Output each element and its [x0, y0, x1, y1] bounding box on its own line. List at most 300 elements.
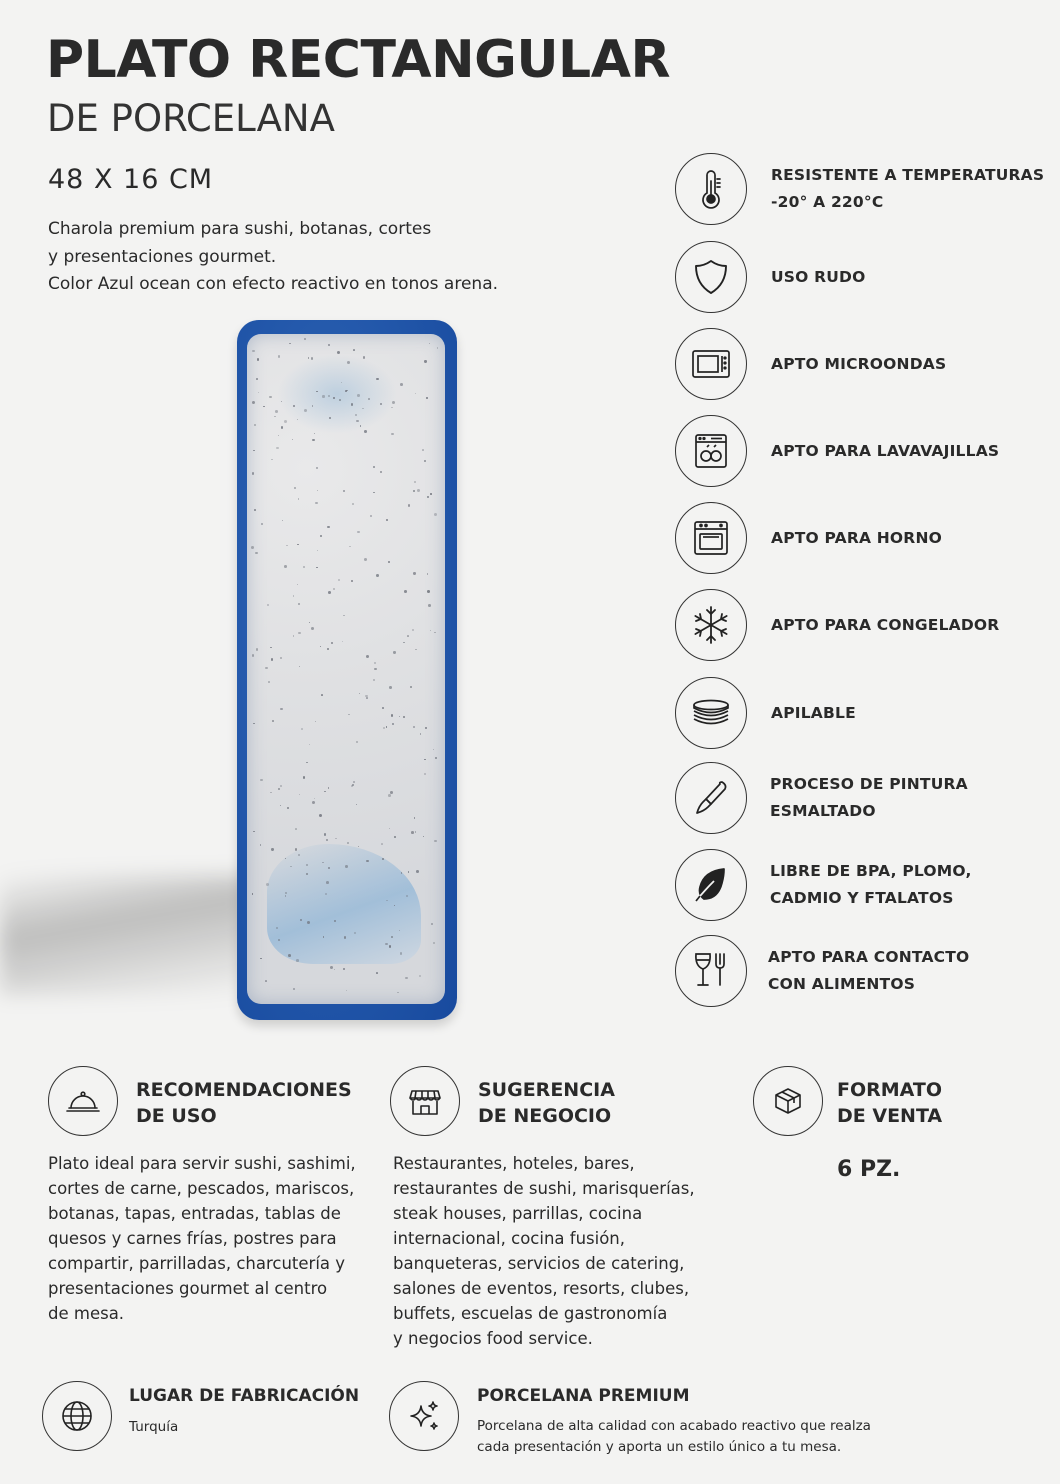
description-line: y presentaciones gourmet.: [48, 246, 277, 267]
feature-label-line: RESISTENTE A TEMPERATURAS: [771, 166, 1045, 184]
glaze-speck: [434, 840, 437, 843]
glaze-speck: [356, 741, 357, 742]
glaze-speck: [265, 980, 267, 982]
glaze-speck: [306, 762, 307, 763]
glaze-speck: [270, 647, 272, 649]
section-title-line: DE NEGOCIO: [478, 1105, 612, 1127]
body-line: Porcelana de alta calidad con acabado reactivo que realza: [477, 1418, 871, 1434]
glaze-speck: [334, 969, 335, 970]
glaze-speck: [290, 866, 291, 867]
glaze-speck: [322, 395, 324, 397]
glaze-speck: [252, 893, 253, 894]
glaze-speck: [324, 791, 325, 792]
glaze-speck: [352, 784, 353, 785]
glaze-speck: [301, 728, 303, 730]
premium-title: PORCELANA PREMIUM: [477, 1386, 690, 1406]
glaze-speck: [299, 794, 300, 795]
brush-icon: [675, 762, 747, 834]
oven-icon: [675, 502, 747, 574]
glaze-speck: [434, 632, 435, 633]
glaze-speck: [427, 590, 430, 593]
glaze-speck: [403, 716, 405, 718]
section-title-line: RECOMENDACIONES: [136, 1079, 352, 1101]
glaze-speck: [297, 544, 299, 546]
feature-label-line: CON ALIMENTOS: [768, 975, 916, 993]
product-description: [48, 216, 528, 299]
glaze-speck: [356, 804, 357, 805]
glaze-speck: [254, 424, 256, 426]
dishwasher-icon: [675, 415, 747, 487]
glaze-speck: [300, 919, 302, 921]
description-line: Charola premium para sushi, botanas, cortes: [48, 219, 432, 239]
glaze-speck: [271, 459, 272, 460]
glaze-speck: [271, 658, 274, 661]
feature-label-line: ESMALTADO: [770, 802, 876, 820]
glaze-speck: [320, 646, 321, 647]
glaze-speck: [381, 843, 383, 845]
glaze-speck: [380, 471, 383, 474]
glaze-speck: [347, 842, 349, 844]
glaze-speck: [374, 668, 377, 671]
glaze-speck: [297, 419, 298, 420]
glaze-speck: [317, 550, 319, 552]
description-line: Color Azul ocean con efecto reactivo en tonos arena.: [48, 274, 499, 294]
glaze-speck: [298, 603, 300, 605]
glaze-speck: [385, 943, 387, 945]
glaze-speck: [281, 401, 282, 402]
glaze-speck: [342, 641, 343, 642]
glaze-speck: [349, 546, 350, 547]
body-line: buffets, escuelas de gastronomía: [393, 1304, 668, 1323]
snowflake-icon: [675, 589, 747, 661]
glaze-speck: [286, 545, 287, 546]
feature-label: [768, 944, 969, 998]
formato-title: [837, 1077, 942, 1129]
glaze-speck: [411, 831, 414, 834]
glaze-speck: [386, 900, 387, 901]
feature-label: [770, 771, 968, 825]
glaze-speck: [274, 416, 276, 418]
glaze-speck: [403, 642, 405, 644]
glaze-speck: [309, 744, 310, 745]
glaze-speck: [260, 958, 261, 959]
glaze-speck: [257, 358, 260, 361]
body-line: salones de eventos, resorts, clubes,: [393, 1279, 690, 1298]
glaze-speck: [382, 858, 384, 860]
glaze-speck: [386, 519, 388, 521]
recomendaciones-title: [136, 1077, 352, 1129]
glaze-speck: [269, 396, 271, 398]
glass-fork-icon: [675, 935, 747, 1007]
body-line: de mesa.: [48, 1304, 125, 1323]
glaze-speck: [298, 854, 300, 856]
product-size: 48 X 16 CM: [48, 164, 214, 195]
glaze-speck: [386, 726, 387, 727]
glaze-speck: [408, 504, 410, 506]
thermometer-icon: [675, 153, 747, 225]
body-line: presentaciones gourmet al centro: [48, 1279, 328, 1298]
feature-label-line: APTO PARA LAVAVAJILLAS: [771, 441, 1000, 460]
glaze-speck: [339, 399, 341, 401]
glaze-speck: [370, 515, 372, 517]
glaze-speck: [282, 520, 283, 521]
feature-label: [771, 351, 946, 378]
feature-label-line: APTO PARA CONTACTO: [768, 948, 970, 966]
plate-surface: [247, 334, 445, 1004]
glaze-speck: [389, 828, 390, 829]
glaze-speck: [420, 733, 422, 735]
glaze-speck: [328, 787, 329, 788]
glaze-speck: [321, 694, 323, 696]
glaze-speck: [252, 401, 255, 404]
plate-image: [237, 320, 457, 1020]
glaze-speck: [345, 865, 348, 868]
body-line: banqueteras, servicios de catering,: [393, 1254, 685, 1273]
glaze-speck: [343, 615, 344, 616]
glaze-speck: [312, 439, 314, 441]
plate-glaze-swirl: [267, 844, 421, 964]
glaze-speck: [298, 498, 300, 500]
glaze-speck: [374, 662, 376, 664]
glaze-speck: [413, 572, 415, 574]
glaze-speck: [429, 343, 431, 345]
product-subtitle: DE PORCELANA: [47, 97, 335, 140]
glaze-speck: [366, 697, 368, 699]
glaze-speck: [256, 648, 259, 651]
glaze-speck: [294, 487, 296, 489]
glaze-speck: [352, 503, 354, 505]
feature-label: [771, 612, 999, 639]
glaze-speck: [427, 496, 428, 497]
glaze-speck: [265, 667, 267, 669]
glaze-speck: [328, 344, 330, 346]
glaze-speck: [351, 580, 353, 582]
glaze-speck: [416, 870, 419, 873]
glaze-speck: [327, 526, 329, 528]
glaze-speck: [424, 759, 426, 761]
glaze-speck: [425, 727, 426, 728]
glaze-speck: [426, 397, 428, 399]
glaze-speck: [364, 430, 367, 433]
glaze-speck: [343, 490, 345, 492]
shield-icon: [675, 241, 747, 313]
glaze-speck: [296, 959, 299, 962]
glaze-speck: [376, 378, 378, 380]
feature-label-line: APTO MICROONDAS: [771, 354, 947, 373]
glaze-speck: [288, 954, 291, 957]
glaze-speck: [376, 972, 378, 974]
feature-label-line: APTO PARA CONGELADOR: [771, 615, 1000, 634]
glaze-speck: [328, 591, 331, 594]
glaze-speck: [353, 349, 355, 351]
glaze-speck: [337, 351, 340, 354]
feature-label: [770, 858, 972, 912]
glaze-speck: [289, 343, 291, 345]
feature-label: [771, 438, 999, 465]
fabricacion-body: Turquía: [129, 1419, 179, 1435]
glaze-speck: [393, 651, 395, 653]
glaze-speck: [284, 420, 287, 423]
glaze-speck: [376, 574, 379, 577]
glaze-speck: [397, 992, 398, 993]
glaze-speck: [399, 716, 400, 717]
glaze-speck: [278, 788, 280, 790]
glaze-speck: [314, 798, 315, 799]
glaze-speck: [281, 426, 283, 428]
body-line: quesos y carnes frías, postres para: [48, 1229, 337, 1248]
glaze-speck: [344, 936, 346, 938]
body-line: cortes de carne, pescados, mariscos,: [48, 1179, 355, 1198]
feature-label: [771, 264, 866, 291]
glaze-speck: [413, 490, 415, 492]
glaze-speck: [312, 801, 315, 804]
glaze-speck: [424, 360, 426, 362]
formato-value: 6 PZ.: [837, 1157, 901, 1182]
glaze-speck: [435, 757, 437, 759]
glaze-speck: [405, 977, 407, 979]
glaze-speck: [308, 357, 309, 358]
glaze-speck: [422, 449, 424, 451]
sparkle-icon: [389, 1381, 459, 1451]
glaze-speck: [270, 792, 272, 794]
glaze-speck: [256, 378, 258, 380]
glaze-speck: [254, 509, 256, 511]
glaze-speck: [311, 357, 313, 359]
glaze-speck: [260, 779, 263, 782]
body-line: cada presentación y aporta un estilo único a tu mesa.: [477, 1439, 842, 1455]
glaze-speck: [315, 502, 318, 505]
glaze-speck: [351, 403, 353, 405]
stacked-plates-icon: [675, 677, 747, 749]
glaze-speck: [267, 604, 269, 606]
glaze-speck: [353, 781, 355, 783]
glaze-speck: [382, 707, 384, 709]
glaze-speck: [272, 720, 274, 722]
storefront-icon: [390, 1066, 460, 1136]
glaze-speck: [408, 871, 409, 872]
feature-label-line: LIBRE DE BPA, PLOMO,: [770, 862, 972, 880]
glaze-speck: [410, 686, 411, 687]
glaze-speck: [297, 584, 298, 585]
glaze-speck: [434, 513, 437, 516]
glaze-speck: [368, 398, 370, 400]
glaze-speck: [430, 630, 432, 632]
feature-label: [771, 700, 856, 727]
glaze-speck: [306, 873, 308, 875]
glaze-speck: [255, 552, 257, 554]
glaze-speck: [407, 635, 409, 637]
glaze-speck: [362, 408, 363, 409]
glaze-speck: [253, 450, 255, 452]
feature-label: [771, 162, 1044, 216]
microwave-icon: [675, 328, 747, 400]
glaze-speck: [309, 622, 310, 623]
glaze-speck: [275, 410, 278, 413]
glaze-speck: [392, 401, 395, 404]
glaze-speck: [347, 361, 350, 364]
glaze-speck: [412, 629, 414, 631]
premium-body: [477, 1416, 871, 1458]
glaze-speck: [326, 839, 328, 841]
glaze-speck: [315, 721, 316, 722]
glaze-speck: [394, 836, 395, 837]
glaze-speck: [293, 405, 295, 407]
glaze-speck: [319, 814, 322, 817]
glaze-speck: [293, 988, 295, 990]
glaze-speck: [357, 394, 360, 397]
glaze-speck: [328, 867, 330, 869]
glaze-speck: [271, 848, 273, 850]
glaze-speck: [258, 392, 259, 393]
body-line: steak houses, parrillas, cocina: [393, 1204, 643, 1223]
negocio-body: [393, 1151, 695, 1351]
glaze-speck: [391, 714, 394, 717]
glaze-speck: [357, 531, 360, 534]
feature-label-line: PROCESO DE PINTURA: [770, 775, 968, 793]
leaf-icon: [675, 849, 747, 921]
glaze-speck: [338, 579, 341, 582]
section-title-line: FORMATO: [837, 1079, 943, 1101]
body-line: compartir, parrilladas, charcutería y: [48, 1254, 346, 1273]
glaze-speck: [383, 727, 385, 729]
feature-label-line: USO RUDO: [771, 267, 866, 286]
glaze-speck: [427, 573, 428, 574]
glaze-speck: [430, 493, 431, 494]
recomendaciones-body: [48, 1151, 356, 1326]
glaze-speck: [316, 567, 317, 568]
glaze-speck: [285, 895, 287, 897]
glaze-speck: [280, 657, 282, 659]
body-line: restaurantes de sushi, marisquerías,: [393, 1179, 695, 1198]
glaze-speck: [284, 565, 287, 568]
glaze-speck: [320, 535, 322, 537]
glaze-speck: [260, 844, 262, 846]
glaze-speck: [359, 693, 360, 694]
glaze-speck: [253, 831, 254, 832]
glaze-speck: [415, 393, 416, 394]
glaze-speck: [404, 590, 407, 593]
glaze-speck: [346, 990, 347, 991]
glaze-speck: [317, 490, 318, 491]
glaze-speck: [392, 723, 394, 725]
glaze-speck: [400, 383, 403, 386]
glaze-speck: [373, 466, 375, 468]
glaze-speck: [343, 968, 345, 970]
glaze-speck: [388, 794, 391, 797]
section-title-line: DE USO: [136, 1105, 217, 1127]
glaze-speck: [417, 489, 420, 492]
body-line: Plato ideal para servir sushi, sashimi,: [48, 1154, 356, 1173]
glaze-speck: [428, 604, 431, 607]
glaze-speck: [415, 649, 416, 650]
section-title-line: DE VENTA: [837, 1105, 943, 1127]
glaze-speck: [316, 391, 318, 393]
glaze-speck: [389, 686, 392, 689]
glaze-speck: [280, 708, 282, 710]
glaze-speck: [364, 558, 367, 561]
glaze-speck: [268, 681, 270, 683]
feature-label-line: CADMIO Y FTALATOS: [770, 889, 954, 907]
plate-glaze-swirl: [277, 354, 397, 434]
glaze-speck: [311, 627, 314, 630]
glaze-speck: [278, 355, 280, 357]
glaze-speck: [316, 467, 317, 468]
negocio-title: [478, 1077, 615, 1129]
glaze-speck: [278, 435, 279, 436]
glaze-speck: [388, 561, 390, 563]
glaze-speck: [252, 350, 254, 352]
glaze-speck: [354, 932, 356, 934]
glaze-speck: [414, 481, 416, 483]
glaze-speck: [304, 338, 306, 340]
feature-label-line: APILABLE: [771, 703, 856, 722]
glaze-speck: [406, 895, 408, 897]
body-line: y negocios food service.: [393, 1329, 593, 1348]
glaze-speck: [423, 836, 425, 838]
glaze-speck: [373, 492, 374, 493]
cloche-icon: [48, 1066, 118, 1136]
glaze-speck: [314, 433, 315, 434]
glaze-speck: [356, 420, 358, 422]
glaze-speck: [276, 447, 279, 450]
glaze-speck: [293, 595, 295, 597]
glaze-speck: [295, 828, 297, 830]
glaze-speck: [366, 655, 369, 658]
body-line: Restaurantes, hoteles, bares,: [393, 1154, 635, 1173]
glaze-speck: [292, 439, 293, 440]
glaze-speck: [280, 785, 282, 787]
glaze-speck: [335, 838, 336, 839]
feature-label-line: APTO PARA HORNO: [771, 528, 942, 547]
glaze-speck: [263, 406, 265, 408]
glaze-speck: [303, 776, 306, 779]
glaze-speck: [437, 347, 439, 349]
body-line: botanas, tapas, entradas, tablas de: [48, 1204, 341, 1223]
glaze-speck: [252, 472, 254, 474]
glaze-speck: [424, 460, 426, 462]
product-title: PLATO RECTANGULAR: [46, 30, 670, 90]
glaze-speck: [327, 648, 329, 650]
globe-icon: [42, 1381, 112, 1451]
section-title-line: SUGERENCIA: [478, 1079, 615, 1101]
glaze-speck: [330, 966, 333, 969]
glaze-speck: [399, 930, 400, 931]
glaze-speck: [331, 642, 333, 644]
glaze-speck: [299, 666, 300, 667]
glaze-speck: [253, 723, 255, 725]
glaze-speck: [252, 654, 254, 656]
fabricacion-title: LUGAR DE FABRICACIÓN: [129, 1386, 360, 1406]
glaze-speck: [251, 546, 254, 549]
glaze-speck: [391, 433, 394, 436]
feature-label-line: -20° A 220°C: [771, 193, 884, 211]
glaze-speck: [419, 975, 421, 977]
glaze-speck: [373, 679, 375, 681]
glaze-speck: [413, 726, 415, 728]
feature-label: [771, 525, 942, 552]
body-line: internacional, cocina fusión,: [393, 1229, 625, 1248]
glaze-speck: [431, 923, 433, 925]
glaze-speck: [415, 831, 417, 833]
glaze-speck: [414, 817, 416, 819]
glaze-speck: [293, 635, 294, 636]
glaze-speck: [348, 714, 349, 715]
glaze-speck: [424, 773, 426, 775]
box-icon: [753, 1066, 823, 1136]
glaze-speck: [298, 632, 300, 634]
glaze-speck: [261, 523, 263, 525]
glaze-speck: [333, 588, 335, 590]
